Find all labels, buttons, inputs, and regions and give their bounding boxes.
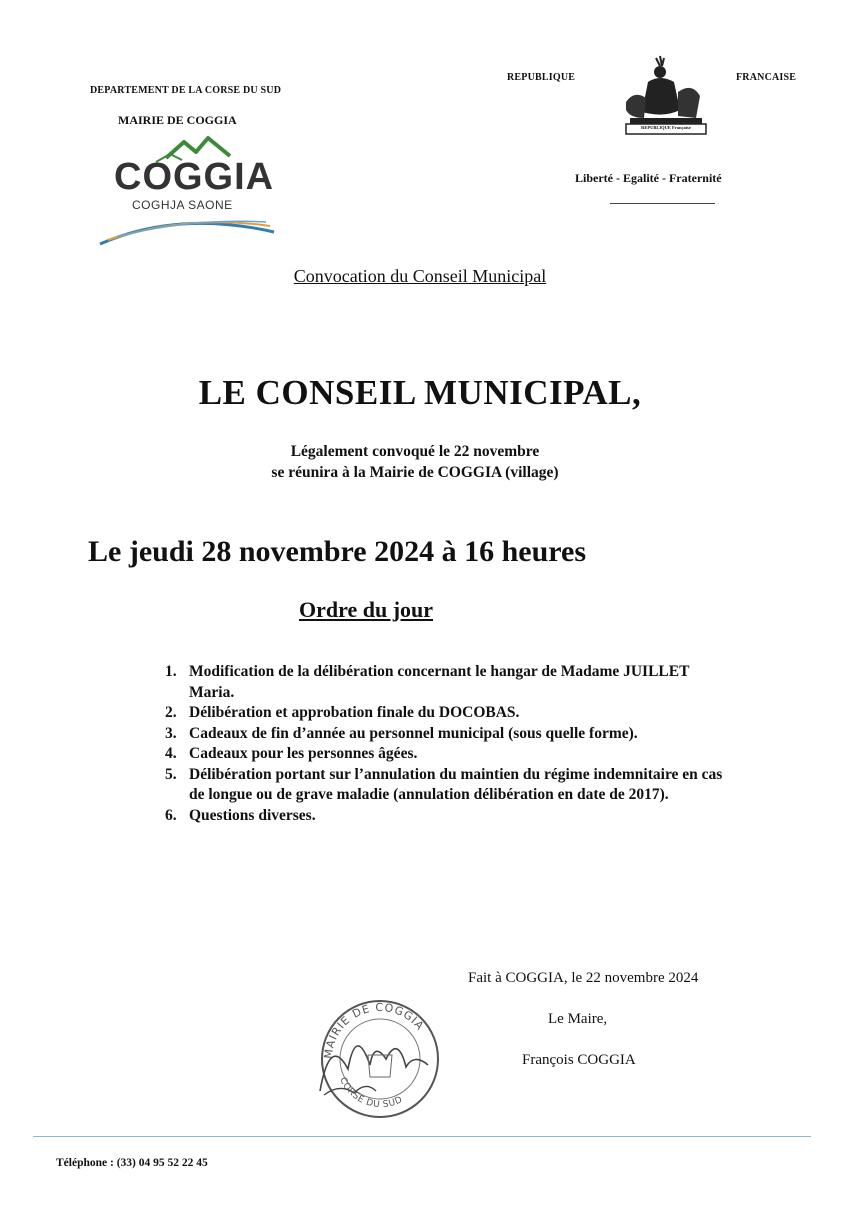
agenda-item-number: 6.	[165, 806, 177, 824]
agenda-item-text: Délibération et approbation finale du DOCOBAS.	[189, 704, 520, 721]
logo-name: COGGIA	[114, 156, 275, 198]
official-stamp-icon	[310, 995, 450, 1125]
logo-subtitle: COGHJA SAONE	[132, 198, 233, 212]
signatory-name: François COGGIA	[522, 1052, 636, 1068]
meeting-date: Le jeudi 28 novembre 2024 à 16 heures	[88, 535, 587, 568]
motto: Liberté - Egalité - Fraternité	[575, 171, 722, 185]
agenda-item-number: 5.	[165, 765, 177, 783]
coggia-logo	[98, 132, 278, 250]
intro-line-2: se réunira à la Mairie de COGGIA (village)	[271, 464, 559, 481]
main-title: LE CONSEIL MUNICIPAL,	[198, 373, 642, 412]
republique-label: REPUBLIQUE	[507, 72, 576, 83]
signatory-role: Le Maire,	[548, 1011, 608, 1027]
motto-divider	[610, 203, 715, 204]
department-label: DEPARTEMENT DE LA CORSE DU SUD	[90, 85, 282, 96]
agenda-title: Ordre du jour	[299, 597, 434, 622]
agenda-item-number: 2.	[165, 704, 177, 721]
agenda-item	[165, 662, 735, 703]
emblem-caption: REPUBLIQUE Française	[641, 125, 691, 130]
stamp-bottom-text: CORSE DU SUD	[337, 1075, 405, 1111]
stamp-top-text: MAIRIE DE COGGIA	[321, 1000, 427, 1060]
agenda-item-text: Cadeaux pour les personnes âgées.	[189, 745, 418, 762]
agenda-item	[165, 806, 735, 827]
agenda-item	[165, 724, 735, 745]
place-date: Fait à COGGIA, le 22 novembre 2024	[468, 970, 699, 986]
agenda-item	[165, 703, 735, 724]
intro-line-1: Légalement convoqué le 22 novembre	[290, 443, 540, 460]
agenda-list	[165, 662, 735, 826]
agenda-item-number: 1.	[165, 663, 177, 680]
agenda-item-text: Délibération portant sur l’annulation du maintien du régime indemnitaire en cas de longue ou de grave maladie (annulation délibération en date de 2017).	[189, 765, 723, 803]
mairie-label: MAIRIE DE COGGIA	[118, 113, 237, 127]
mairie-stamp	[310, 995, 450, 1125]
footer-telephone: Téléphone : (33) 04 95 52 22 45	[56, 1157, 208, 1169]
convocation-title: Convocation du Conseil Municipal	[293, 266, 547, 286]
svg-text:CORSE DU SUD	[337, 1076, 404, 1110]
agenda-item-text: Cadeaux de fin d’année au personnel municipal (sous quelle forme).	[189, 724, 638, 742]
agenda-item-text: Questions diverses.	[189, 806, 316, 824]
agenda-item	[165, 765, 735, 806]
footer-rule	[33, 1136, 811, 1137]
agenda-item-number: 4.	[165, 745, 177, 762]
agenda-item-number: 3.	[165, 724, 177, 742]
republic-emblem	[620, 52, 710, 140]
agenda-item	[165, 744, 735, 765]
intro-block	[0, 441, 830, 483]
francaise-label: FRANCAISE	[736, 72, 797, 83]
agenda-item-text: Modification de la délibération concernant le hangar de Madame JUILLET Maria.	[189, 663, 690, 701]
